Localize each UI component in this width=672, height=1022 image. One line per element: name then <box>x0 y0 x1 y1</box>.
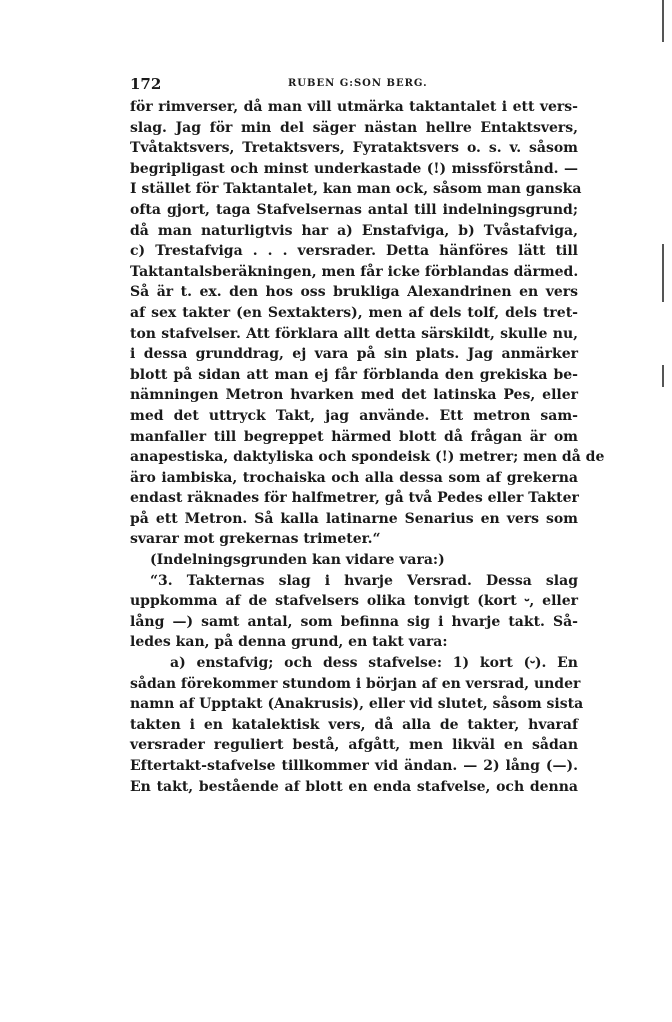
text-line: då man naturligtvis har a) Enstafviga, b) Tvåstafviga, <box>130 222 578 239</box>
text-line: sådan förekommer stundom i början af en versrad, under <box>130 675 581 692</box>
text-line: slag. Jag för min del säger nästan hellre Entaktsvers, <box>130 119 578 136</box>
text-line: takten i en katalektisk vers, då alla de takter, hvaraf <box>130 716 578 733</box>
text-line: c) Trestafviga . . . versrader. Detta hänföres lätt till <box>130 243 578 260</box>
text-line: ofta gjort, taga Stafvelsernas antal till indelningsgrund; <box>130 201 578 218</box>
text-line: a) enstafvig; och dess stafvelse: 1) kort (⏑). En <box>170 655 578 672</box>
text-line: på ett Metron. Så kalla latinarne Senarius en vers som <box>130 510 578 527</box>
text-line: i dessa grunddrag, ej vara på sin plats. Jag anmärker <box>130 346 578 363</box>
text-line: äro iambiska, trochaiska och alla dessa som af grekerna <box>130 469 578 486</box>
margin-rule-mid <box>662 244 664 302</box>
running-head <box>130 75 578 95</box>
text-line: En takt, bestående af blott en enda stafvelse, och denna <box>130 778 578 795</box>
text-line: endast räknades för halfmetrer, gå två Pedes eller Takter <box>130 490 579 507</box>
body-text <box>130 97 605 797</box>
text-line: begripligast och minst underkastade (!) missförstånd. — <box>130 160 578 177</box>
text-line: “3. Takternas slag i hvarje Versrad. Dessa slag <box>150 572 578 589</box>
text-line: för rimverser, då man vill utmärka taktantalet i ett vers- <box>130 99 578 115</box>
text-line: namn af Upptakt (Anakrusis), eller vid slutet, såsom sista <box>130 696 584 713</box>
text-line: versrader reguliert bestå, afgått, men likväl en sådan <box>130 737 578 754</box>
text-line: uppkomma af de stafvelsers olika tonvigt (kort ⏑, eller <box>130 593 578 610</box>
running-title: RUBEN G:SON BERG. <box>288 78 428 89</box>
text-line: svarar mot grekernas trimeter.“ <box>130 531 381 548</box>
text-line: Så är t. ex. den hos oss brukliga Alexandrinen en vers <box>130 284 578 301</box>
text-line: manfaller till begreppet härmed blott då frågan är om <box>130 428 578 445</box>
text-line: af sex takter (en Sextakters), men af dels tolf, dels tret- <box>130 304 578 321</box>
text-line: ledes kan, på denna grund, en takt vara: <box>130 634 448 651</box>
text-line: ton stafvelser. Att förklara allt detta särskildt, skulle nu, <box>130 325 578 342</box>
text-line: I stället för Taktantalet, kan man ock, såsom man ganska <box>130 181 582 198</box>
page-number: 172 <box>130 75 162 93</box>
text-line: blott på sidan att man ej får förblanda den grekiska be- <box>130 366 578 383</box>
text-line: nämningen Metron hvarken med det latinska Pes, eller <box>130 387 578 404</box>
text-line: anapestiska, daktyliska och spondeisk (!) metrer; men då de <box>130 449 605 466</box>
text-line: Eftertakt-stafvelse tillkommer vid ändan. — 2) lång (—). <box>130 758 578 774</box>
text-line: (Indelningsgrunden kan vidare vara:) <box>150 552 445 569</box>
text-line: lång —) samt antal, som befinna sig i hvarje takt. Så- <box>130 613 578 630</box>
margin-rule-low <box>662 365 664 387</box>
text-line: med det uttryck Takt, jag använde. Ett metron sam- <box>130 407 578 424</box>
text-line: Tvåtaktsvers, Tretaktsvers, Fyrataktsvers o. s. v. såsom <box>130 140 578 157</box>
margin-rule-top <box>662 0 664 42</box>
text-line: Taktantalsberäkningen, men får icke förblandas därmed. <box>130 263 579 280</box>
